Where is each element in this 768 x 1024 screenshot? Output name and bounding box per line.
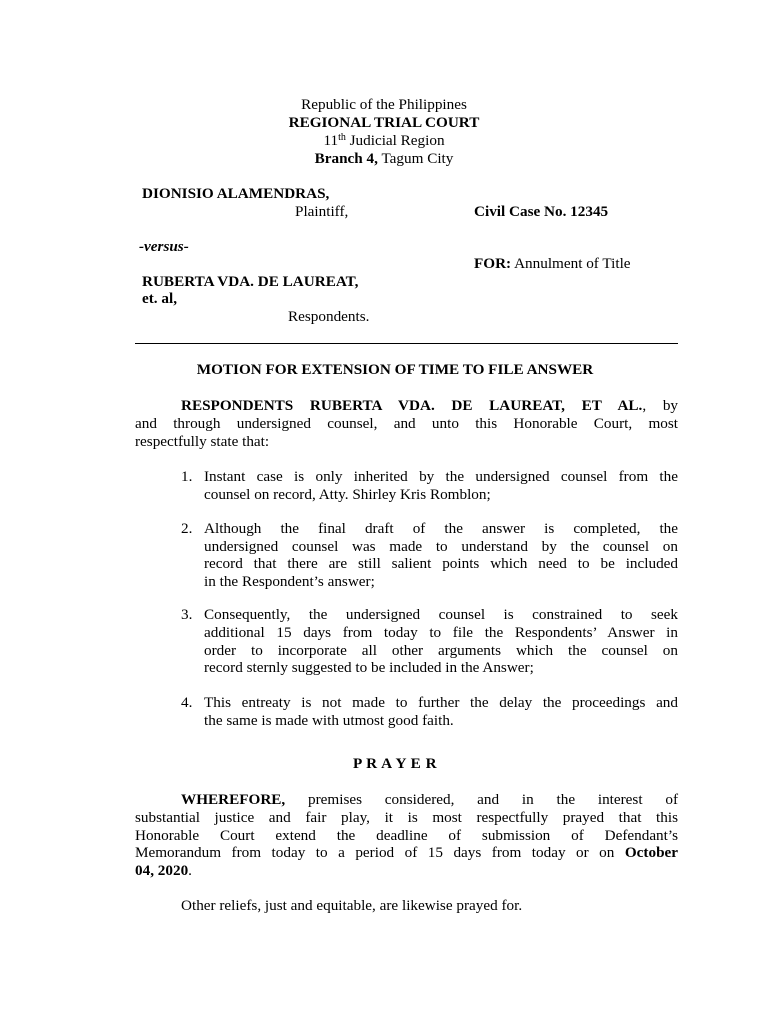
- item-3-line: additional 15 days from today to file the Respondents’ Answer in: [204, 624, 678, 641]
- header-republic: Republic of the Philippines: [301, 96, 467, 113]
- respondent-etal: et. al,: [142, 290, 178, 307]
- item-2-last: in the Respondent’s answer;: [204, 573, 375, 590]
- plaintiff-name: DIONISIO ALAMENDRAS,: [142, 185, 330, 202]
- case-number: Civil Case No. 12345: [474, 203, 609, 220]
- versus-label: -versus-: [139, 238, 189, 255]
- respondent-role: Respondents.: [288, 308, 370, 325]
- header-court: REGIONAL TRIAL COURT: [288, 114, 480, 131]
- prayer-line-3: Honorable Court extend the deadline of submission of Defendant’s: [135, 827, 678, 844]
- header-branch: Branch 4, Tagum City: [314, 150, 454, 167]
- prayer-line-4: Memorandum from today to a period of 15 days from today or on October: [135, 844, 678, 861]
- item-3-number: 3.: [181, 606, 193, 623]
- prayer-line-1: WHEREFORE, premises considered, and in the interest of: [181, 791, 678, 808]
- item-2-line: record that there are still salient points which need to be included: [204, 555, 678, 572]
- plaintiff-role: Plaintiff,: [295, 203, 349, 220]
- prayer-heading: P R A Y E R: [352, 755, 438, 772]
- intro-line-2: and through undersigned counsel, and unto this Honorable Court, most: [135, 415, 678, 432]
- closing-text: Other reliefs, just and equitable, are likewise prayed for.: [181, 897, 523, 914]
- item-3-line: order to incorporate all other arguments which the counsel on: [204, 642, 678, 659]
- item-4-number: 4.: [181, 694, 193, 711]
- intro-line-1: RESPONDENTS RUBERTA VDA. DE LAUREAT, ET AL., by: [181, 397, 679, 414]
- caption-divider: [135, 343, 678, 344]
- motion-title: MOTION FOR EXTENSION OF TIME TO FILE ANSWER: [196, 361, 594, 378]
- case-subject: FOR: Annulment of Title: [474, 255, 631, 272]
- item-3-last: record sternly suggested to be included in the Answer;: [204, 659, 534, 676]
- item-3-line: Consequently, the undersigned counsel is constrained to seek: [204, 606, 678, 623]
- item-2-line: undersigned counsel was made to understand by the counsel on: [204, 538, 678, 555]
- header-region: 11th Judicial Region: [323, 132, 445, 149]
- item-1-last: counsel on record, Atty. Shirley Kris Romblon;: [204, 486, 491, 503]
- item-2-line: Although the final draft of the answer is completed, the: [204, 520, 678, 537]
- item-1-number: 1.: [181, 468, 193, 485]
- intro-line-3: respectfully state that:: [135, 433, 270, 450]
- respondent-name: RUBERTA VDA. DE LAUREAT,: [142, 273, 359, 290]
- prayer-line-5: 04, 2020.: [135, 862, 192, 879]
- item-4-last: the same is made with utmost good faith.: [204, 712, 454, 729]
- item-1-line: Instant case is only inherited by the undersigned counsel from the: [204, 468, 678, 485]
- item-4-line: This entreaty is not made to further the delay the proceedings and: [204, 694, 678, 711]
- item-2-number: 2.: [181, 520, 193, 537]
- prayer-line-2: substantial justice and fair play, it is most respectfully prayed that this: [135, 809, 678, 826]
